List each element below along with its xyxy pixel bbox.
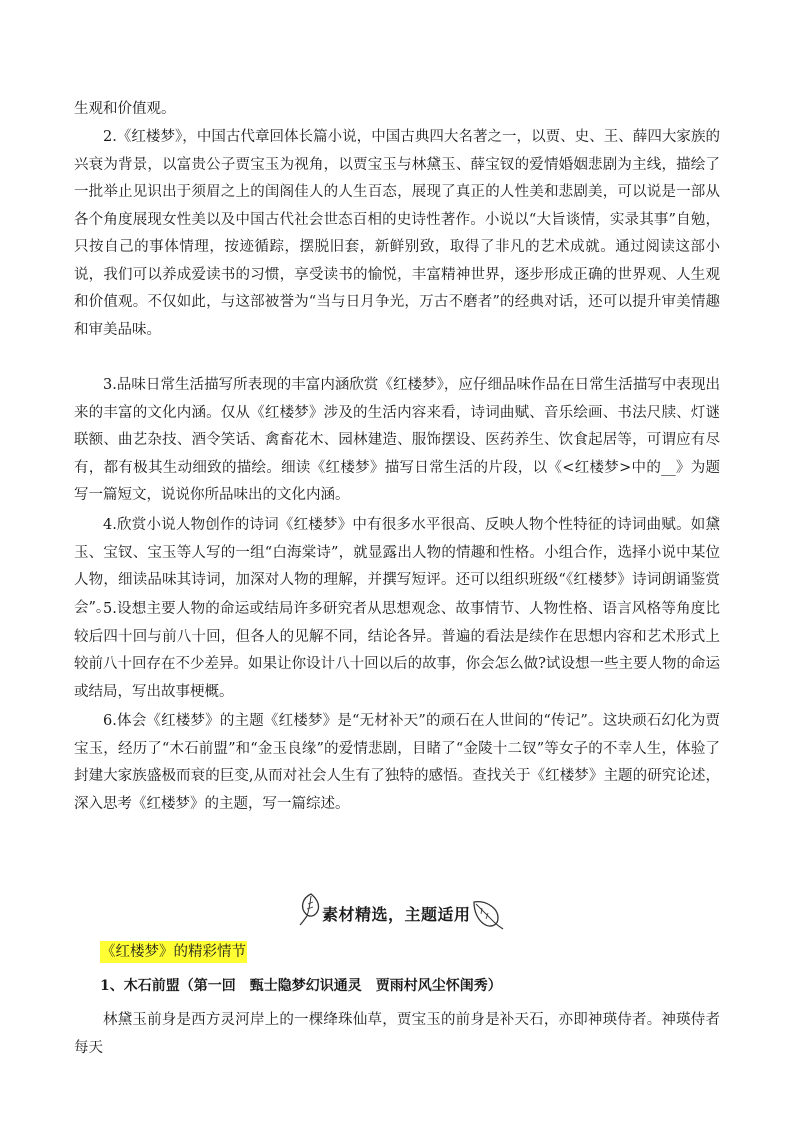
paragraph-story: 林黛玉前身是西方灵河岸上的一棵绛珠仙草，贾宝玉的前身是补天石，亦即神瑛侍者。神瑛侍者每天 xyxy=(74,1012,720,1056)
paragraph-5: 5.设想主要人物的命运或结局许多研究者从思想观念、故事情节、人物性格、语言风格等角度比较后四十回与前八十回，但各人的见解不同，结论各异。普遍的看法是续作在思想内容和艺术形式上较前八十回存在不少差异。如果让你设计八十回以后的故事，你会怎么做?试设想一些主要人物的命运或结局，写出故事梗概。 xyxy=(74,601,720,700)
leaf-icon xyxy=(468,896,504,932)
section-heading: 素材精选，主题适用 xyxy=(322,905,471,924)
paragraph-6: 6.体会《红楼梦》的主题《红楼梦》是“无材补天”的顽石在人世间的“传记”。这块顽石幻化为贾宝玉，经历了“木石前盟”和“金玉良缘”的爱情悲剧，目睹了“金陵十二钗”等女子的不幸人生，体验了封建大家族盛极而衰的巨变,从而对社会人生有了独特的感悟。查找关于《红楼梦》主题的研究论述，深入思考《红楼梦》的主题，写一篇综述。 xyxy=(74,713,720,812)
sub-heading: 1、木石前盟（第一回 甄士隐梦幻识通灵 贾雨村风尘怀闺秀） xyxy=(100,978,502,994)
paragraph-3: 3.品味日常生活描写所表现的丰富内涵欣赏《红楼梦》，应仔细品味作品在日常生活描写中表现出来的丰富的文化内涵。仅从《红楼梦》涉及的生活内容来看，诗词曲赋、音乐绘画、书法尺牍、灯谜联额、曲艺杂技、酒令笑话、禽畜花木、园林建造、服饰摆设、医药养生、饮食起居等，可谓应有尽有，都有极其生动细致的描绘。细读《红楼梦》描写日常生活的片段，以《<红楼梦>中的__》为题写一篇短文，说说你所品味出的文化内涵。 xyxy=(74,377,720,503)
paragraph-2: 2.《红楼梦》，中国古代章回体长篇小说，中国古典四大名著之一，以贾、史、王、薛四大家族的兴衰为背景，以富贵公子贾宝玉为视角，以贾宝玉与林黛玉、薛宝钗的爱情婚姻悲剧为主线，描绘了一批举止见识出于须眉之上的闺阁佳人的人生百态，展现了真正的人性美和悲剧美，可以说是一部从各个角度展现女性美以及中国古代社会世态百相的史诗性著作。小说以“大旨谈情，实录其事”自勉，只按自己的事体情理，按迹循踪，摆脱旧套，新鲜别致，取得了非凡的艺术成就。通过阅读这部小说，我们可以养成爱读书的习惯，享受读书的愉悦，丰富精神世界，逐步形成正确的世界观、人生观和价值观。不仅如此，与这部被誉为“当与日月争光，万古不磨者”的经典对话，还可以提升审美情趣和审美品味。 xyxy=(74,129,720,338)
leaf-icon xyxy=(298,892,324,926)
paragraph-4: 4.欣赏小说人物创作的诗词《红楼梦》中有很多水平很高、反映人物个性特征的诗词曲赋。如黛玉、宝钗、宝玉等人写的一组“白海棠诗”，就显露出人物的情趣和性格。小组合作，选择小说中某位人物，细读品味其诗词，加深对人物的理解，并撰写短评。还可以组织班级“《红楼梦》诗词朗诵鉴赏会”。 xyxy=(74,517,720,616)
highlight-title: 《红楼梦》的精彩情节 xyxy=(100,941,247,963)
paragraph-intro-tail: 生观和价值观。 xyxy=(74,101,176,117)
section-heading-banner xyxy=(0,890,794,940)
